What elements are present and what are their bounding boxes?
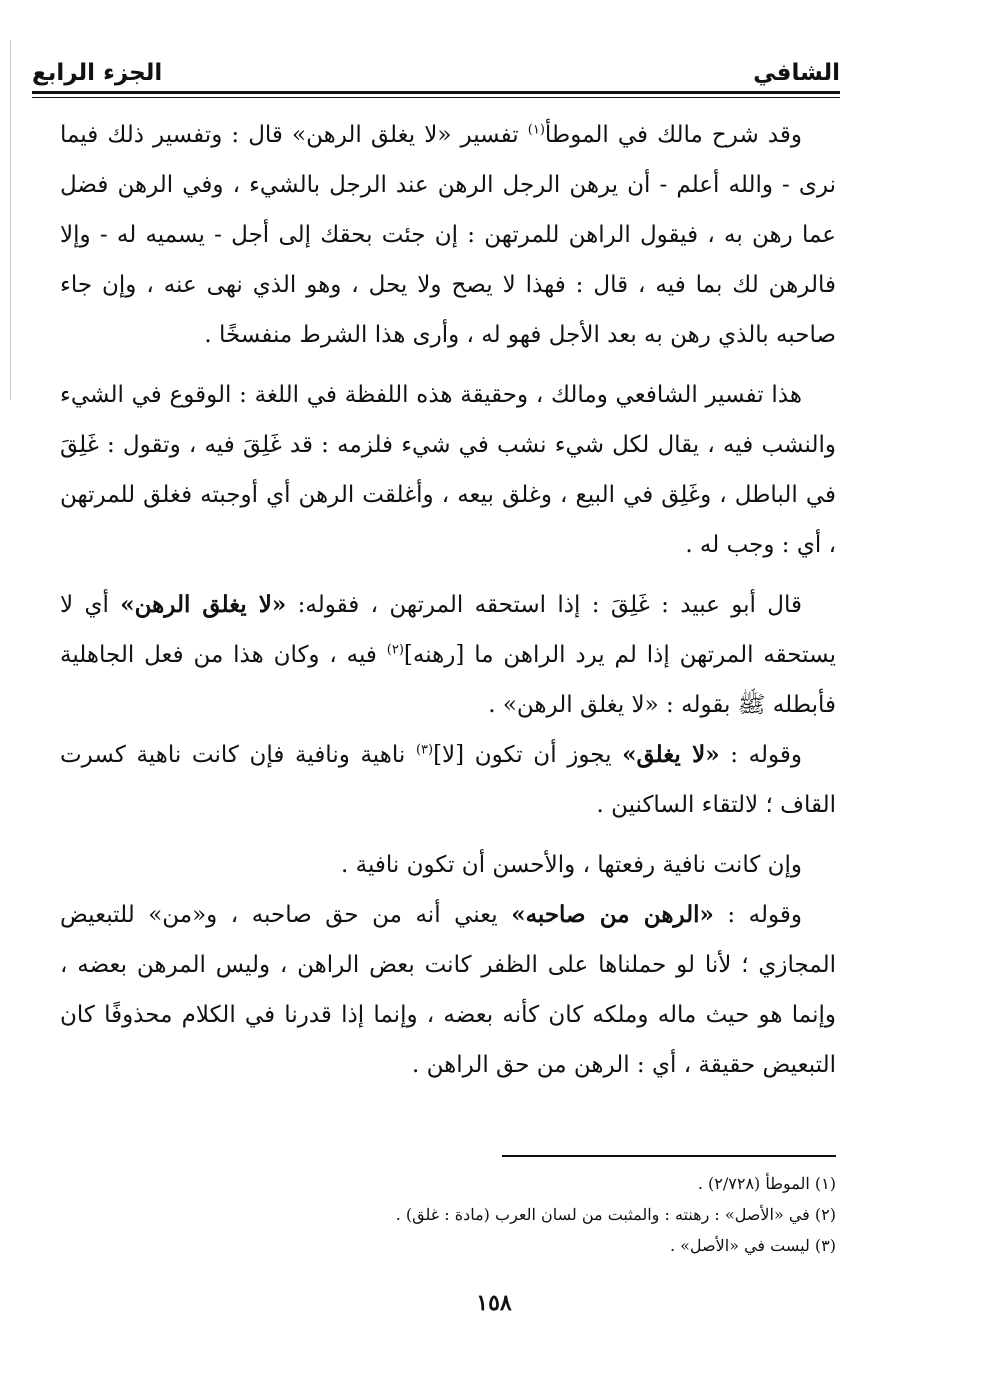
text-segment: هذا تفسير الشافعي ومالك ، وحقيقة هذه اللفظة في اللغة : الوقوع في الشيء والنشب فيه ، يقال لكل شيء نشب في شيء فلزمه : قد غَلِقَ فيه ، وتقول : غَلِقَ في الباطل ، وغَلِق في البيع ، وغلق بيعه ، وأغلقت الرهن أي أوجبته فغلق للمرتهن ، أي : وجب له .: [60, 382, 836, 558]
footnote-ref: (٢): [386, 642, 404, 658]
text-segment: تفسير «لا يغلق الرهن» قال : وتفسير ذلك فيما نرى - والله أعلم - أن يرهن الرجل الرهن عند الرجل بالشيء ، وفي الرهن فضل عما رهن به ، فيقول الراهن للمرتهن : إن جئت بحقك إلى أجل - يسميه له - وإلا فالرهن لك بما فيه ، قال : فهذا لا يصح ولا يحل ، وهو الذي نهى عنه ، وإن جاء صاحبه بالذي رهن به بعد الأجل فهو له ، وأرى هذا الشرط منفسخًا .: [60, 122, 836, 348]
body-text: [60, 110, 836, 1090]
header-rule-thick: [32, 91, 840, 94]
paragraph-sharh-malik: [60, 110, 836, 360]
text-segment: أي لا يستحقه المرتهن إذا لم يرد الراهن ما [رهنه]: [60, 592, 836, 668]
text-segment: وقد شرح مالك في الموطأ: [544, 122, 802, 148]
paragraph-nafiya: [60, 840, 836, 890]
book-title: الشافي: [753, 60, 840, 86]
text-segment: قال أبو عبيد : غَلِقَ : إذا استحقه المرتهن ، فقوله:: [286, 592, 803, 618]
text-segment: وإن كانت نافية رفعتها ، والأحسن أن تكون نافية .: [341, 852, 802, 878]
page-number: ١٥٨: [476, 1290, 512, 1316]
header-rule-thin: [32, 97, 840, 98]
text-segment: فيه ، وكان هذا من فعل الجاهلية فأبطله ﷺ بقوله : «لا يغلق الرهن» .: [60, 642, 836, 718]
part-label: الجزء الرابع: [32, 60, 163, 86]
text-segment: يعني أنه من حق صاحبه ، و«من» للتبعيض المجازي ؛ لأنا لو حملناها على الظفر كانت بعض الراهن ، وليس المرهن بعضه ، وإنما هو حيث ماله وملكه كان كأنه بعضه ، وإنما إذا قدرنا في الكلام محذوفًا كان التبعيض حقيقة ، أي : الرهن من حق الراهن .: [60, 902, 836, 1078]
footnote-3: (٣) ليست في «الأصل» .: [669, 1236, 836, 1255]
paragraph-al-rahn: [60, 890, 836, 1090]
paragraph-la-yaghlaq: [60, 730, 836, 830]
footnote-2: (٢) في «الأصل» : رهنته : والمثبت من لسان العرب (مادة : غلق) .: [395, 1205, 836, 1224]
text-segment: وقوله :: [713, 902, 802, 928]
bold-quote: «الرهن من صاحبه»: [511, 901, 714, 928]
paragraph-tafsir: [60, 370, 836, 570]
footnote-ref: (٣): [415, 742, 434, 758]
text-segment: ناهية ونافية فإن كانت ناهية كسرت القاف ؛ لالتقاء الساكنين .: [60, 742, 836, 818]
footnote-1: (١) الموطأ (٢/٧٢٨) .: [697, 1174, 836, 1193]
bold-quote: «لا يغلق الرهن»: [120, 591, 287, 618]
paragraph-abu-ubaid: [60, 580, 836, 730]
footnotes: [60, 1168, 836, 1261]
footnote-separator: [502, 1155, 836, 1157]
footnote-ref: (١): [527, 122, 545, 138]
running-header: [32, 40, 840, 86]
scan-edge-mark: [10, 40, 11, 400]
text-segment: وقوله :: [719, 742, 803, 768]
text-segment: يجوز أن تكون [لا]: [433, 742, 623, 768]
bold-quote: «لا يغلق»: [622, 741, 720, 768]
